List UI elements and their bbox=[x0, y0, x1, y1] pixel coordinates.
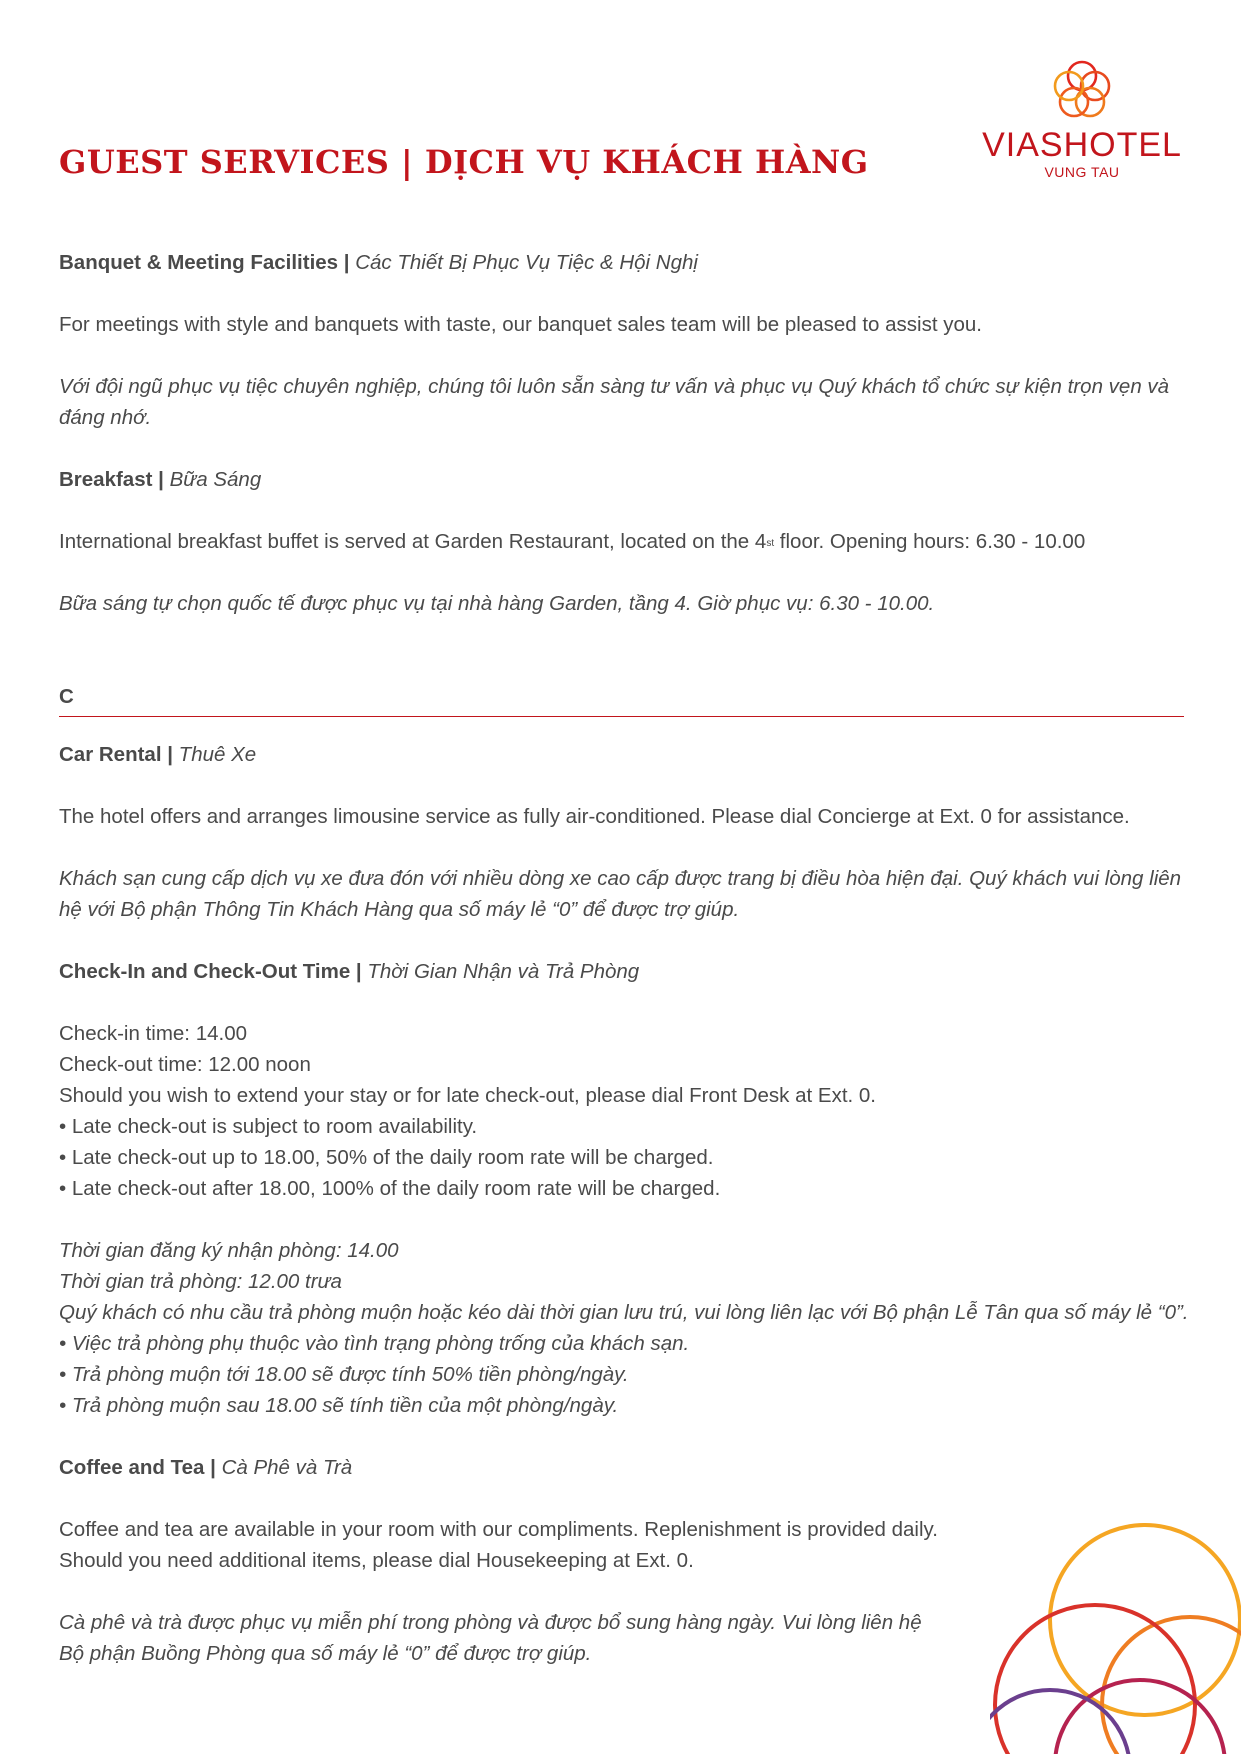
car-rental-body-en: The hotel offers and arranges limousine service as fully air-conditioned. Please dial Concierge at Ext. 0 for assistance. bbox=[59, 805, 1130, 828]
checkin-body-vi bbox=[59, 1235, 1189, 1421]
checkin-body-en bbox=[59, 1018, 1184, 1204]
banquet-body-en: For meetings with style and banquets with taste, our banquet sales team will be pleased to assist you. bbox=[59, 313, 983, 336]
logo-subtitle: VUNG TAU bbox=[1044, 164, 1120, 180]
breakfast-body-vi: Bữa sáng tự chọn quốc tế được phục vụ tại nhà hàng Garden, tầng 4. Giờ phục vụ: 6.30 - 10.00. bbox=[59, 592, 935, 615]
page-title: GUEST SERVICES | DỊCH VỤ KHÁCH HÀNG bbox=[59, 143, 869, 181]
section-letter-c: C bbox=[59, 685, 74, 708]
list-item: Thời gian trả phòng: 12.00 trưa bbox=[59, 1270, 342, 1293]
list-item: • Trả phòng muộn sau 18.00 sẽ tính tiền của một phòng/ngày. bbox=[59, 1394, 619, 1417]
list-item: Should you need additional items, please dial Housekeeping at Ext. 0. bbox=[59, 1549, 694, 1572]
list-item: Should you wish to extend your stay or for late check-out, please dial Front Desk at Ext. 0. bbox=[59, 1084, 876, 1107]
list-item: Quý khách có nhu cầu trả phòng muộn hoặc kéo dài thời gian lưu trú, vui lòng liên lạc với Bộ phận Lễ Tân qua số máy lẻ “0”. bbox=[59, 1301, 1189, 1324]
list-item: • Trả phòng muộn tới 18.00 sẽ được tính 50% tiền phòng/ngày. bbox=[59, 1363, 629, 1386]
list-item: • Late check-out up to 18.00, 50% of the daily room rate will be charged. bbox=[59, 1146, 714, 1169]
coffee-heading: Coffee and Tea | Cà Phê và Trà bbox=[59, 1456, 353, 1479]
car-rental-heading: Car Rental | Thuê Xe bbox=[59, 743, 257, 766]
breakfast-heading: Breakfast | Bữa Sáng bbox=[59, 468, 262, 491]
list-item: • Late check-out after 18.00, 100% of the daily room rate will be charged. bbox=[59, 1177, 721, 1200]
logo-wordmark: VIASHOTEL bbox=[982, 126, 1182, 164]
list-item: Check-out time: 12.00 noon bbox=[59, 1053, 311, 1076]
hotel-logo bbox=[982, 56, 1182, 186]
breakfast-body-en: International breakfast buffet is served at Garden Restaurant, located on the 4st floor. Opening hours: 6.30 - 10.00 bbox=[59, 530, 1086, 553]
list-item: Thời gian đăng ký nhận phòng: 14.00 bbox=[59, 1239, 399, 1262]
document-body bbox=[59, 247, 1189, 1669]
decorative-flower-icon bbox=[990, 1515, 1241, 1754]
banquet-body-vi: Với đội ngũ phục vụ tiệc chuyên nghiệp, chúng tôi luôn sẵn sàng tư vấn và phục vụ Quý khách tổ chức sự kiện trọn vẹn và đáng nhớ. bbox=[59, 375, 1170, 429]
banquet-heading: Banquet & Meeting Facilities | Các Thiết Bị Phục Vụ Tiệc & Hội Nghị bbox=[59, 251, 698, 274]
checkin-heading: Check-In and Check-Out Time | Thời Gian Nhận và Trả Phòng bbox=[59, 960, 640, 983]
list-item: Coffee and tea are available in your room with our compliments. Replenishment is provided daily. bbox=[59, 1518, 938, 1541]
list-item: • Late check-out is subject to room availability. bbox=[59, 1115, 478, 1138]
car-rental-body-vi: Khách sạn cung cấp dịch vụ xe đưa đón với nhiều dòng xe cao cấp được trang bị điều hòa hiện đại. Quý khách vui lòng liên hệ với Bộ phận Thông Tin Khách Hàng qua số máy lẻ “0” để được trợ giúp. bbox=[59, 867, 1182, 921]
list-item: Check-in time: 14.00 bbox=[59, 1022, 248, 1045]
section-divider bbox=[59, 716, 1184, 717]
list-item: • Việc trả phòng phụ thuộc vào tình trạng phòng trống của khách sạn. bbox=[59, 1332, 690, 1355]
list-item: Cà phê và trà được phục vụ miễn phí trong phòng và được bổ sung hàng ngày. Vui lòng liên hệ bbox=[59, 1611, 922, 1634]
flower-logo-icon bbox=[1048, 56, 1116, 124]
list-item: Bộ phận Buồng Phòng qua số máy lẻ “0” để được trợ giúp. bbox=[59, 1642, 592, 1665]
